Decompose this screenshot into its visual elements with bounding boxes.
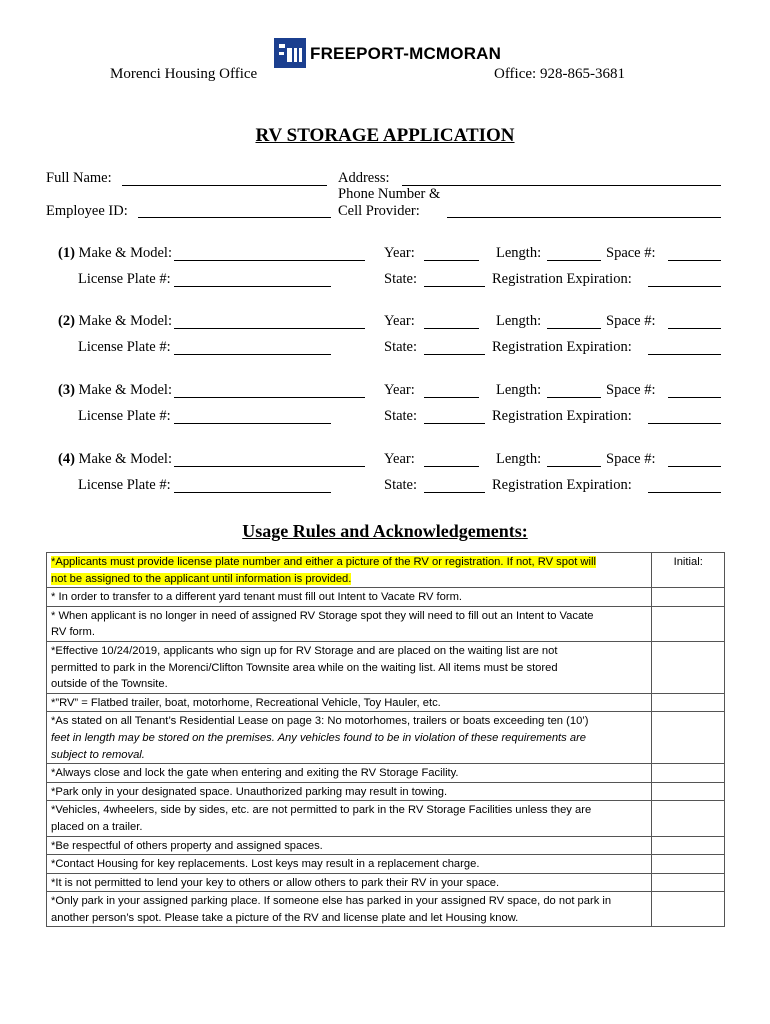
space-field[interactable] xyxy=(668,260,721,261)
address-label: Address: xyxy=(338,170,390,186)
space-field[interactable] xyxy=(668,397,721,398)
registration-label: Registration Expiration: xyxy=(492,339,632,355)
initial-cell[interactable] xyxy=(652,892,725,927)
rule-line: *Be respectful of others property and assigned spaces. xyxy=(51,839,323,852)
office-phone: Office: 928-865-3681 xyxy=(494,66,625,82)
rule-line: RV form. xyxy=(51,626,95,639)
rule-text xyxy=(47,836,652,855)
space-label: Space #: xyxy=(606,382,656,398)
license-plate-field[interactable] xyxy=(174,354,331,355)
state-field[interactable] xyxy=(424,286,485,287)
employee-id-label: Employee ID: xyxy=(46,203,128,219)
usage-title: Usage Rules and Acknowledgements: xyxy=(242,521,528,541)
length-field[interactable] xyxy=(547,466,601,467)
full-name-label: Full Name: xyxy=(46,170,112,186)
rule-line: * In order to transfer to a different yard tenant must fill out Intent to Vacate RV form. xyxy=(51,591,463,604)
year-label: Year: xyxy=(384,245,415,261)
space-label: Space #: xyxy=(606,245,656,261)
rule-line: *Contact Housing for key replacements. Lost keys may result in a replacement charge. xyxy=(51,858,480,871)
registration-field[interactable] xyxy=(648,423,721,424)
license-plate-field[interactable] xyxy=(174,286,331,287)
rule-row xyxy=(47,892,725,927)
license-plate-label: License Plate #: xyxy=(78,339,171,355)
rule-row xyxy=(47,836,725,855)
employee-id-field[interactable] xyxy=(138,217,331,218)
state-field[interactable] xyxy=(424,492,485,493)
rule-text xyxy=(47,764,652,783)
license-plate-field[interactable] xyxy=(174,492,331,493)
year-label: Year: xyxy=(384,382,415,398)
license-plate-field[interactable] xyxy=(174,423,331,424)
license-plate-label: License Plate #: xyxy=(78,408,171,424)
year-label: Year: xyxy=(384,451,415,467)
rule-line: *Vehicles, 4wheelers, side by sides, etc. are not permitted to park in the RV Storage Facilities unless they are xyxy=(51,804,592,817)
vehicle-make-label: (1) Make & Model: xyxy=(58,245,172,261)
license-plate-label: License Plate #: xyxy=(78,271,171,287)
space-label: Space #: xyxy=(606,313,656,329)
rule-text xyxy=(47,641,652,693)
state-label: State: xyxy=(384,408,418,424)
rule-text xyxy=(47,873,652,892)
rule-line: another person’s spot. Please take a picture of the RV and license plate and let Housing know. xyxy=(51,911,519,924)
state-label: State: xyxy=(384,477,418,493)
rule-line: *Park only in your designated space. Unauthorized parking may result in towing. xyxy=(51,785,448,798)
state-field[interactable] xyxy=(424,354,485,355)
rule-line: *”RV” = Flatbed trailer, boat, motorhome, Recreational Vehicle, Toy Hauler, etc. xyxy=(51,696,441,709)
state-field[interactable] xyxy=(424,423,485,424)
rule-row xyxy=(47,801,725,836)
full-name-field[interactable] xyxy=(122,185,327,186)
length-field[interactable] xyxy=(547,260,601,261)
rule-line: *It is not permitted to lend your key to others or allow others to park their RV in your space. xyxy=(51,876,500,889)
rule-line: *Effective 10/24/2019, applicants who sign up for RV Storage and are placed on the waiting list are not xyxy=(51,644,558,657)
phone-label-line1: Phone Number & xyxy=(338,186,441,202)
rule-text xyxy=(47,801,652,836)
registration-field[interactable] xyxy=(648,354,721,355)
rule-line: outside of the Townsite. xyxy=(51,678,168,691)
initial-cell[interactable] xyxy=(652,836,725,855)
rule-line: * When applicant is no longer in need of assigned RV Storage spot they will need to fill out an Intent to Vacate xyxy=(51,609,594,622)
vehicle-make-label: (4) Make & Model: xyxy=(58,451,172,467)
rule-row xyxy=(47,693,725,712)
rule-text xyxy=(47,712,652,764)
registration-label: Registration Expiration: xyxy=(492,271,632,287)
rule-line: feet in length may be stored on the premises. Any vehicles found to be in violation of these requirements are xyxy=(51,731,587,744)
rule-text xyxy=(47,693,652,712)
rule-text xyxy=(47,892,652,927)
phone-label-line2: Cell Provider: xyxy=(338,203,420,219)
vehicle-make-label: (2) Make & Model: xyxy=(58,313,172,329)
initial-cell[interactable] xyxy=(652,801,725,836)
rule-line: *As stated on all Tenant’s Residential Lease on page 3: No motorhomes, trailers or boats exceeding ten (10’) xyxy=(51,715,589,728)
rule-row xyxy=(47,641,725,693)
initial-label: Initial: xyxy=(673,556,703,568)
initial-cell[interactable] xyxy=(652,873,725,892)
rule-line: subject to removal. xyxy=(51,748,145,761)
initial-cell[interactable] xyxy=(652,712,725,764)
rule-text xyxy=(47,782,652,801)
state-label: State: xyxy=(384,339,418,355)
rule-row xyxy=(47,606,725,641)
rules-table xyxy=(46,552,725,927)
year-field[interactable] xyxy=(424,466,479,467)
length-label: Length: xyxy=(496,451,542,467)
company-logo-mark xyxy=(274,38,306,68)
rule-line: not be assigned to the applicant until information is provided. xyxy=(51,572,352,585)
rule-row xyxy=(47,553,725,588)
rule-row xyxy=(47,712,725,764)
license-plate-label: License Plate #: xyxy=(78,477,171,493)
registration-field[interactable] xyxy=(648,492,721,493)
state-label: State: xyxy=(384,271,418,287)
office-name: Morenci Housing Office xyxy=(110,66,258,82)
rule-line: *Only park in your assigned parking place. If someone else has parked in your assigned RV space, do not park in xyxy=(51,895,612,908)
make-model-field[interactable] xyxy=(174,260,365,261)
initial-cell[interactable] xyxy=(652,693,725,712)
initial-cell[interactable] xyxy=(652,855,725,874)
length-field[interactable] xyxy=(547,328,601,329)
length-label: Length: xyxy=(496,382,542,398)
initial-cell[interactable] xyxy=(652,764,725,783)
length-label: Length: xyxy=(496,313,542,329)
rule-row xyxy=(47,588,725,607)
company-name: FREEPORT-MCMORAN xyxy=(310,44,502,63)
length-field[interactable] xyxy=(547,397,601,398)
rule-line: placed on a trailer. xyxy=(51,820,143,833)
make-model-field[interactable] xyxy=(174,328,365,329)
initial-cell[interactable] xyxy=(652,641,725,693)
vehicle-make-label: (3) Make & Model: xyxy=(58,382,172,398)
rule-text xyxy=(47,588,652,607)
rule-row xyxy=(47,764,725,783)
initial-cell[interactable] xyxy=(652,553,725,588)
year-field[interactable] xyxy=(424,328,479,329)
initial-cell[interactable] xyxy=(652,588,725,607)
rule-row xyxy=(47,855,725,874)
space-field[interactable] xyxy=(668,466,721,467)
year-field[interactable] xyxy=(424,260,479,261)
registration-label: Registration Expiration: xyxy=(492,408,632,424)
space-field[interactable] xyxy=(668,328,721,329)
registration-label: Registration Expiration: xyxy=(492,477,632,493)
initial-cell[interactable] xyxy=(652,782,725,801)
registration-field[interactable] xyxy=(648,286,721,287)
address-field[interactable] xyxy=(402,185,721,186)
year-field[interactable] xyxy=(424,397,479,398)
rule-line: permitted to park in the Morenci/Clifton Townsite area while on the waiting list. All items must be stored xyxy=(51,661,558,674)
rule-row xyxy=(47,782,725,801)
make-model-field[interactable] xyxy=(174,466,365,467)
year-label: Year: xyxy=(384,313,415,329)
rule-line: *Always close and lock the gate when entering and exiting the RV Storage Facility. xyxy=(51,767,459,780)
rule-text xyxy=(47,606,652,641)
page-title: RV STORAGE APPLICATION xyxy=(255,125,515,146)
initial-cell[interactable] xyxy=(652,606,725,641)
rule-text xyxy=(47,855,652,874)
space-label: Space #: xyxy=(606,451,656,467)
phone-field[interactable] xyxy=(447,217,721,218)
rule-row xyxy=(47,873,725,892)
length-label: Length: xyxy=(496,245,542,261)
rule-text xyxy=(47,553,652,588)
make-model-field[interactable] xyxy=(174,397,365,398)
rule-line: *Applicants must provide license plate number and either a picture of the RV or registration. If not, RV spot will xyxy=(51,556,596,568)
